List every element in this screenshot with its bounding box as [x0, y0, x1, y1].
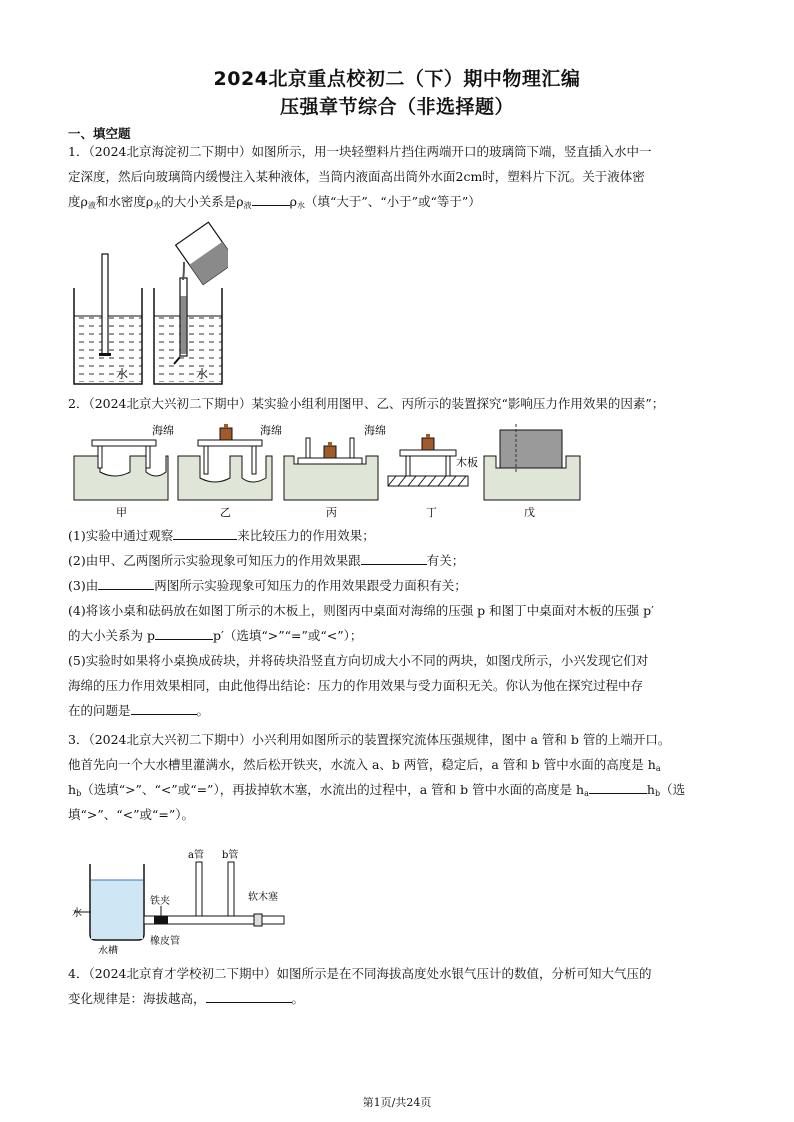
q2-label-yi: 乙 [220, 506, 231, 519]
q2-tag-1: 海绵 [152, 424, 174, 437]
q1-line1: 1．（2024北京海淀初二下期中）如图所示，用一块轻塑料片挡住两端开口的玻璃筒下端，竖直插入水中一 [68, 144, 652, 159]
q2-sub3: (3)由 两图所示实验现象可知压力的作用效果跟受力面积有关； [68, 574, 728, 598]
page-footer: 第1页/共24页 [362, 1096, 432, 1109]
q2-label-ding: 丁 [426, 506, 437, 519]
q2-figures [70, 420, 586, 522]
page-title: 2024北京重点校初二（下）期中物理汇编 [213, 68, 581, 90]
q2-tag-4: 木板 [456, 456, 478, 469]
q2-tag-2: 海绵 [260, 424, 282, 437]
q3-fig-tube-b: b管 [222, 850, 239, 861]
q3-fig-tube-a: a管 [188, 850, 204, 861]
q3-line2: 他首先向一个大水槽里灌满水，然后松开铁夹，水流入 a、b 两管，稳定后，a 管和 b 管中水面的高度是 $h_a$ [68, 757, 661, 773]
q4-line1: 4．（2024北京育才学校初二下期中）如图所示是在不同海拔高度处水银气压计的数值，分析可知大气压的 [68, 966, 652, 981]
q1-line2: 定深度，然后向玻璃筒内缓慢注入某种液体，当筒内液面高出筒外水面2cm时，塑料片下沉。关于液体密 [68, 169, 645, 184]
q4-blank[interactable] [206, 988, 292, 1003]
q3-fig-rubber: 橡皮管 [150, 936, 180, 947]
q1-fig-label-left: 水 [116, 367, 129, 381]
q3-blank-2[interactable] [589, 779, 647, 794]
q2-sub5-line2: 海绵的压力作用效果相同，由此他得出结论：压力的作用效果与受力面积无关。你认为他在探究过程中存 [68, 678, 644, 693]
q3-line1: 3．（2024北京大兴初二下期中）小兴利用如图所示的装置探究流体压强规律，图中 a 管和 b 管的上端开口。 [68, 732, 671, 747]
q2-sub2: (2)由甲、乙两图所示实验现象可知压力的作用效果跟 有关； [68, 549, 728, 573]
q2-sub1: (1)实验中通过观察 来比较压力的作用效果； [68, 524, 728, 548]
q2-sub4-line2: 的大小关系为 p p′（选填“>”“=”或“<”）； [68, 624, 728, 648]
q2-label-bing: 丙 [326, 506, 337, 519]
q2-blank-5[interactable] [131, 700, 197, 715]
q3-line4: 填“>”、“<”或“=”）。 [68, 807, 195, 822]
q3-figure [72, 834, 302, 954]
q3-fig-water: 水 [72, 908, 82, 919]
q2-blank-4[interactable] [155, 625, 213, 640]
q2-sub4-line1: (4)将该小桌和砝码放在如图丁所示的木板上，则图丙中桌面对海绵的压强 p 和图丁中桌面对木板的压强 p′ [68, 603, 654, 618]
q3-line3: $h_b$（选填“>”、“<”或“=”），再拔掉软木塞，水流出的过程中，a 管和 b 管中水面的高度是 $h_a$ $h_b$（选 [68, 778, 728, 806]
q2-blank-3[interactable] [98, 575, 154, 590]
q1-line3: 度$\rho_液$和水密度$\rho_水$的大小关系是$\rho_液$ $\rho_水$（填“大于”、“小于”或“等于”） [68, 190, 728, 218]
q3-fig-cork: 软木塞 [248, 892, 278, 903]
q2-label-wu: 戊 [524, 506, 535, 519]
q1-answer-blank[interactable] [252, 191, 290, 206]
page-subtitle: 压强章节综合（非选择题） [279, 96, 514, 118]
q1-fig-label-right: 水 [196, 367, 209, 381]
q2-sub5-line3: 在的问题是 。 [68, 699, 728, 723]
q2-sub5-line1: (5)实验时如果将小桌换成砖块，并将砖块沿竖直方向切成大小不同的两块，如图戊所示，小兴发现它们对 [68, 653, 649, 668]
q3-fig-tank: 水槽 [98, 946, 118, 954]
q4-line2: 变化规律是：海拔越高， 。 [68, 987, 728, 1011]
q2-blank-1[interactable] [173, 525, 237, 540]
q2-label-jia: 甲 [116, 506, 127, 519]
q1-figure [68, 218, 228, 388]
q2-blank-2[interactable] [361, 550, 427, 565]
q3-fig-clamp: 铁夹 [150, 896, 170, 907]
section-heading: 一、填空题 [68, 126, 131, 141]
q2-tag-3: 海绵 [364, 424, 386, 437]
q2-intro: 2．（2024北京大兴初二下期中）某实验小组利用图甲、乙、丙所示的装置探究“影响压力作用效果的因素”； [68, 396, 665, 411]
